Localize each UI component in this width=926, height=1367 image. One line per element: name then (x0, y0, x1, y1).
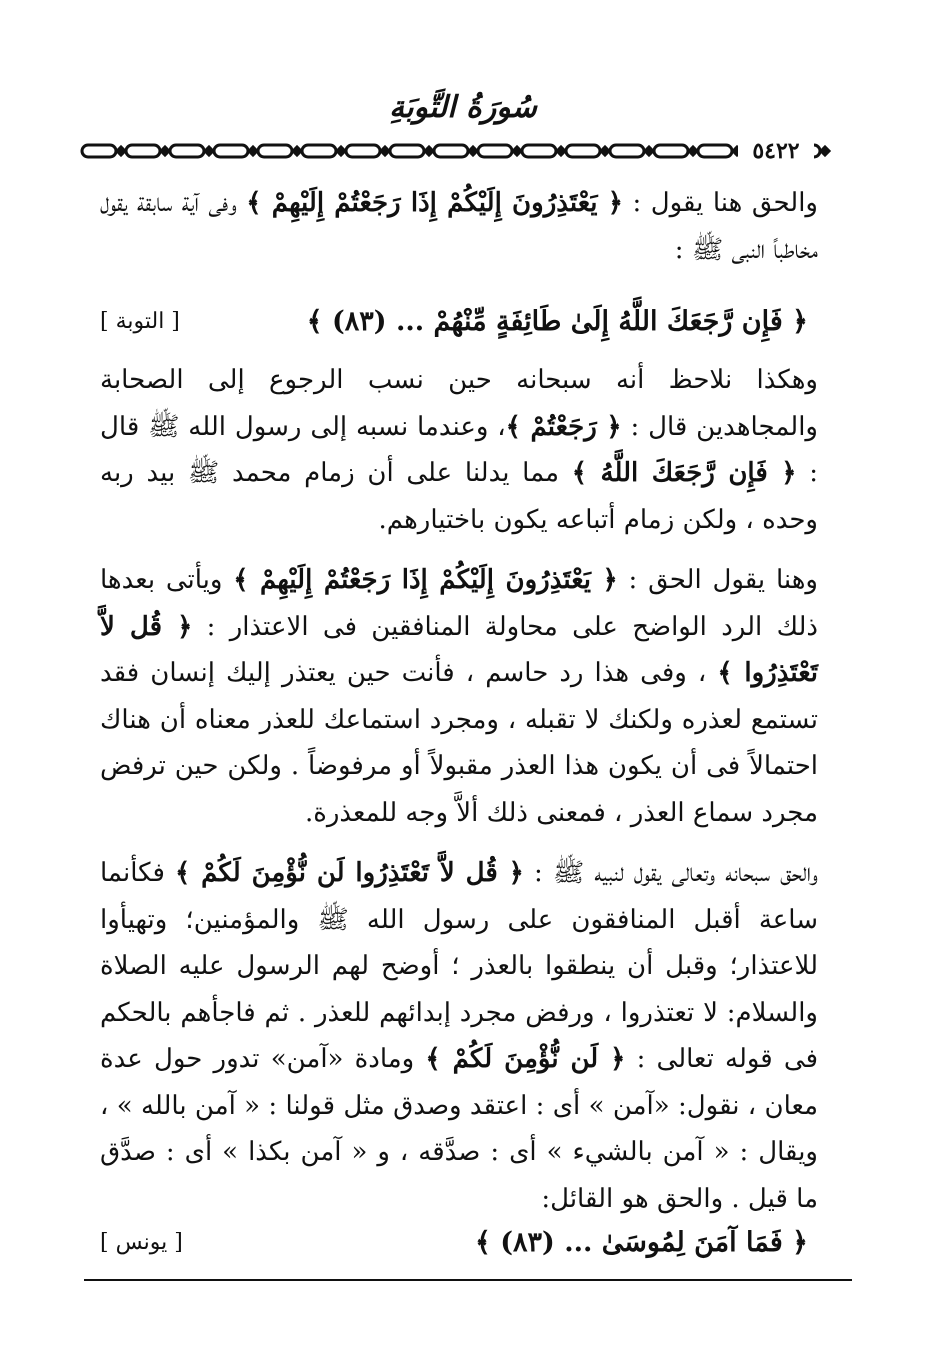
quran-verse: ﴿ فَإِن رَّجَعَكَ اللَّهُ إِلَىٰ طَائِفَةٍ مِّنْهُمْ ... (٨٣) ﴾ (306, 305, 808, 337)
paragraph-text: والحق سبحانه وتعالى يقول لنبيه ﷺ : (523, 858, 819, 888)
paragraph-text: ، وفى هذا رد حاسم ، فأنت حين يعتذر إليك إنسان فقد تستمع لعذره ولكنك لا تقبله ، ومجرد استماعك للعذر معناه أن هناك احتمالاً فى أن يكون هذا العذر مقبولاً أو مرفوضاً . ولكن حين ترفض مجرد سماع العذر ، فمعنى ذلك ألاَّ وجه للمعذرة. (100, 658, 818, 828)
body-paragraph (100, 557, 818, 836)
page-body (100, 180, 818, 1222)
paragraph-text: وفى آية سابقة يقول مخاطباً النبى ﷺ : (100, 188, 818, 265)
verse-reference: [ التوبة ] (100, 308, 180, 334)
body-paragraph (100, 180, 818, 273)
paragraph-text: فكأنما ساعة أقبل المنافقون على رسول الله ﷺ والمؤمنين؛ وتهيأوا للاعتذار؛ وقبل أن ينطقوا بالعذر ؛ أوضح لهم الرسول عليه الصلاة والسلام: لا تعتذروا ، ورفض مجرد إبدائهم للعذر . ثم فاجأهم بالحكم فى قوله تعالى : (100, 858, 818, 1074)
paragraph-text: ومادة «آمن» تدور حول عدة معان ، نقول: «آمن » أى : اعتقد وصدق مثل قولنا : « آمن بالله » ، ويقال : « آمن بالشيء » أى : صدَّقه ، و « آمن بكذا » أى : صدَّق ما قيل . والحق هو القائل: (100, 1044, 818, 1214)
quran-quote: ﴿ يَعْتَذِرُونَ إِلَيْكُمْ إِذَا رَجَعْتُمْ إِلَيْهِمْ ﴾ (246, 188, 624, 218)
surah-title: سُورَةُ التَّوبَةِ (389, 90, 537, 125)
quran-quote: ﴿ يَعْتَذِرُونَ إِلَيْكُمْ إِذَا رَجَعْتُمْ إِلَيْهِمْ ﴾ (233, 565, 618, 595)
body-paragraph (100, 850, 818, 1222)
paragraph-text: والحق هنا يقول : (623, 188, 818, 218)
paragraph-text: وهنا يقول الحق : (617, 565, 818, 595)
paragraph-text: مما يدلنا على أن زمام محمد ﷺ بيد ربه وحده ، ولكن زمام أتباعه يكون باختيارهم. (100, 458, 818, 535)
quran-verse-block (100, 1212, 818, 1272)
body-paragraph (100, 357, 818, 543)
quran-quote: ﴿ رَجَعْتُمْ ﴾ (505, 411, 622, 442)
quran-quote: ﴿ فَإِن رَّجَعَكَ اللَّهُ ﴾ (571, 458, 797, 488)
quran-quote: ﴿ قُل لاَّ تَعْتَذِرُوا لَن نُّؤْمِنَ لَكُمْ ﴾ (175, 858, 524, 888)
verse-reference: [ يونس ] (100, 1229, 183, 1255)
footer-rule (84, 1279, 852, 1281)
quran-verse-block (100, 287, 818, 357)
page-number: ٥٤٢٢ (738, 135, 814, 167)
quran-quote: ﴿ لَن نُّؤْمِنَ لَكُمْ ﴾ (425, 1044, 626, 1074)
paragraph-text: ، وعندما نسبه إلى رسول الله ﷺ قال : (100, 411, 818, 488)
ornamental-border (78, 138, 838, 164)
paragraph-text: ويأتى بعدها ذلك الرد الواضح على محاولة المنافقين فى الاعتذار : (100, 565, 818, 642)
paragraph-text: وهكذا نلاحظ أنه سبحانه حين نسب الرجوع إلى الصحابة والمجاهدين قال : (100, 365, 818, 442)
quran-verse: ﴿ فَمَا آمَنَ لِمُوسَىٰ ... (٨٣) ﴾ (475, 1226, 808, 1258)
quran-quote: ﴿ قُل لاَّ تَعْتَذِرُوا ﴾ (100, 611, 818, 688)
